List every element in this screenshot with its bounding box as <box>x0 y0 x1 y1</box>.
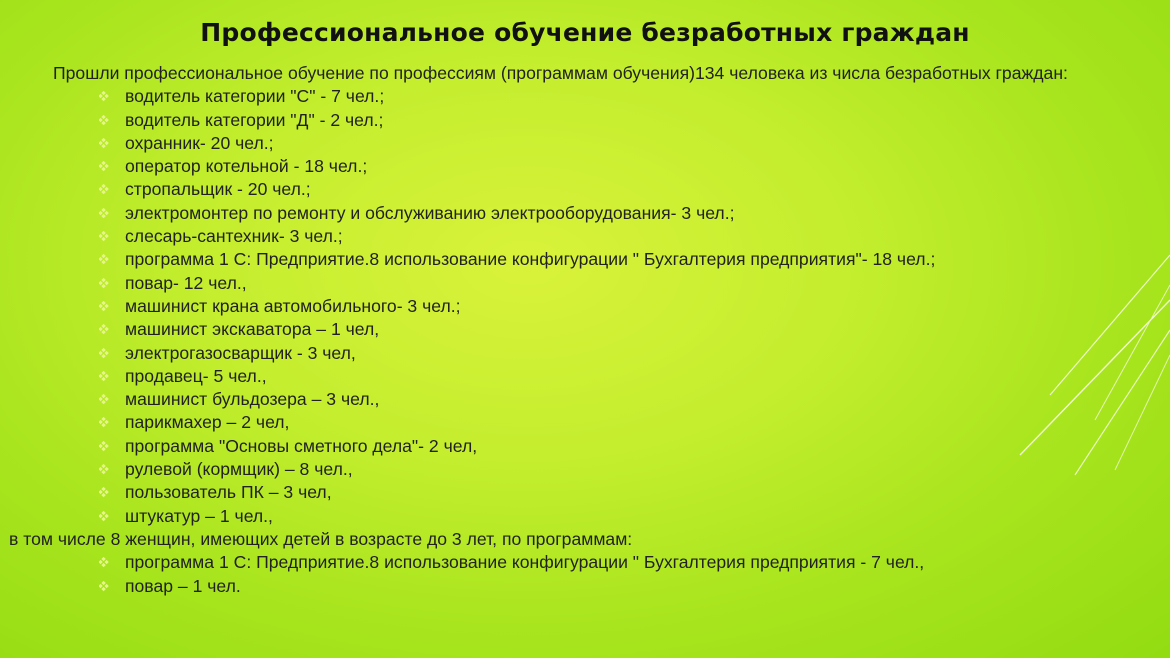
list-item <box>99 481 1119 504</box>
diamond-bullet-icon <box>99 435 113 458</box>
diamond-bullet-icon <box>99 551 113 574</box>
diamond-bullet-icon <box>99 388 113 411</box>
list-item <box>99 132 1119 155</box>
diamond-bullet-icon <box>99 411 113 434</box>
list-item-text: оператор котельной - 18 чел.; <box>125 156 368 177</box>
list-item-text: электромонтер по ремонту и обслуживанию электрооборудования- 3 чел.; <box>125 202 735 223</box>
profession-list <box>9 85 1119 528</box>
list-item-text: штукатур – 1 чел., <box>125 505 273 526</box>
list-item-text: слесарь-сантехник- 3 чел.; <box>125 226 343 247</box>
list-item <box>99 109 1119 132</box>
diamond-bullet-icon <box>99 85 113 108</box>
diamond-bullet-icon <box>99 295 113 318</box>
list-item <box>99 435 1119 458</box>
list-item-text: программа 1 С: Предприятие.8 использование конфигурации " Бухгалтерия предприятия"- 18 чел.; <box>125 249 936 270</box>
list-item <box>99 202 1119 225</box>
list-item-text: парикмахер – 2 чел, <box>125 412 290 433</box>
list-item-text: машинист бульдозера – 3 чел., <box>125 389 380 410</box>
list-item-text: стропальщик - 20 чел.; <box>125 179 311 200</box>
list-item-text: рулевой (кормщик) – 8 чел., <box>125 459 353 480</box>
list-item <box>99 505 1119 528</box>
diamond-bullet-icon <box>99 481 113 504</box>
list-item-text: электрогазосварщик - 3 чел, <box>125 342 356 363</box>
list-item <box>99 365 1119 388</box>
slide-title: Профессиональное обучение безработных граждан <box>200 18 970 47</box>
diamond-bullet-icon <box>99 225 113 248</box>
list-item-text: продавец- 5 чел., <box>125 365 267 386</box>
list-item-text: машинист крана автомобильного- 3 чел.; <box>125 295 461 316</box>
list-item <box>99 458 1119 481</box>
list-item-text: повар – 1 чел. <box>125 575 241 596</box>
diamond-bullet-icon <box>99 132 113 155</box>
list-item <box>99 272 1119 295</box>
content-body <box>9 62 1119 598</box>
list-item <box>99 318 1119 341</box>
list-item <box>99 575 1119 598</box>
diamond-bullet-icon <box>99 365 113 388</box>
diamond-bullet-icon <box>99 248 113 271</box>
list-item-text: машинист экскаватора – 1 чел, <box>125 319 380 340</box>
women-note: в том числе 8 женщин, имеющих детей в возрасте до 3 лет, по программам: <box>9 528 633 549</box>
list-item <box>99 411 1119 434</box>
list-item-text: пользователь ПК – 3 чел, <box>125 482 332 503</box>
list-item <box>99 225 1119 248</box>
diamond-bullet-icon <box>99 318 113 341</box>
diamond-bullet-icon <box>99 155 113 178</box>
diamond-bullet-icon <box>99 575 113 598</box>
diamond-bullet-icon <box>99 202 113 225</box>
diamond-bullet-icon <box>99 342 113 365</box>
diamond-bullet-icon <box>99 272 113 295</box>
list-item <box>99 248 1119 271</box>
list-item <box>99 388 1119 411</box>
diamond-bullet-icon <box>99 458 113 481</box>
list-item-text: программа "Основы сметного дела"- 2 чел, <box>125 435 478 456</box>
diamond-bullet-icon <box>99 109 113 132</box>
list-item <box>99 295 1119 318</box>
women-program-list <box>9 551 1119 598</box>
list-item-text: водитель категории "С" - 7 чел.; <box>125 86 385 107</box>
list-item <box>99 155 1119 178</box>
list-item <box>99 85 1119 108</box>
diamond-bullet-icon <box>99 178 113 201</box>
list-item <box>99 342 1119 365</box>
list-item-text: охранник- 20 чел.; <box>125 132 274 153</box>
list-item <box>99 178 1119 201</box>
list-item-text: повар- 12 чел., <box>125 272 247 293</box>
intro-paragraph: Прошли профессиональное обучение по профессиям (программам обучения)134 человека из числа безработных граждан: <box>53 63 1068 83</box>
list-item-text: водитель категории "Д" - 2 чел.; <box>125 109 384 130</box>
list-item <box>99 551 1119 574</box>
list-item-text: программа 1 С: Предприятие.8 использование конфигурации " Бухгалтерия предприятия - 7 чел., <box>125 552 925 573</box>
diamond-bullet-icon <box>99 505 113 528</box>
